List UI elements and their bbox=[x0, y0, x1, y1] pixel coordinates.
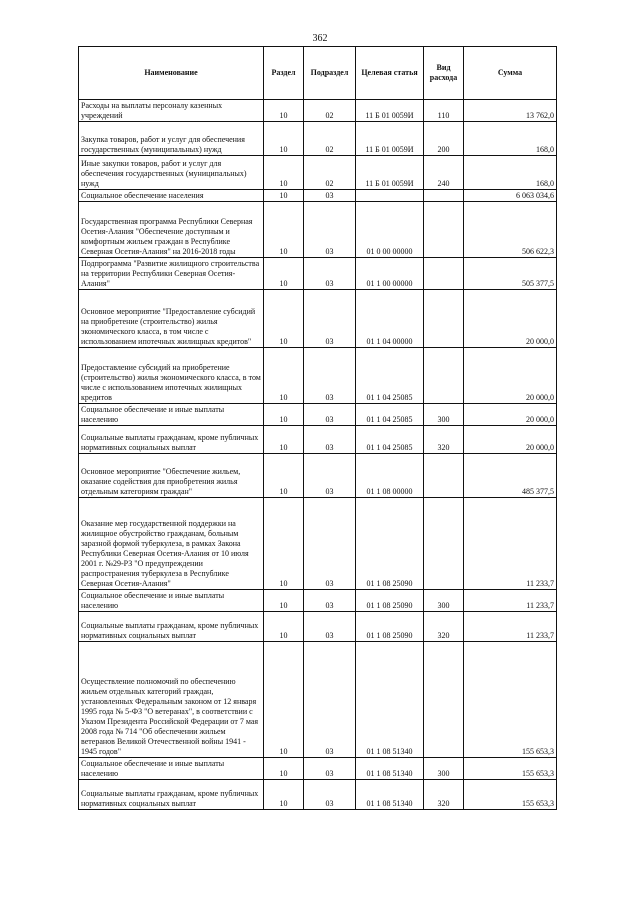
row-sum: 13 762,0 bbox=[464, 100, 557, 122]
row-name: Основное мероприятие "Предоставление субсидий на приобретение (строительство) жилья экономического класса, в том числе с использованием ипотечных жилищных кредитов" bbox=[79, 290, 264, 348]
row-section: 10 bbox=[264, 642, 304, 758]
column-header-sum: Сумма bbox=[464, 47, 557, 100]
row-subsection: 03 bbox=[304, 290, 356, 348]
row-section: 10 bbox=[264, 202, 304, 258]
table-row bbox=[79, 258, 557, 290]
table-header-row bbox=[79, 47, 557, 100]
table-row bbox=[79, 122, 557, 156]
table-row bbox=[79, 190, 557, 202]
row-name: Оказание мер государственной поддержки на жилищное обустройство гражданам, больным заразной формой туберкулеза, в рамках Закона Республики Северная Осетия-Алания от 10 июля 2001 г. №29-РЗ "О предупреждении распространения туберкулеза в Республике Северная Осетия-Алания" bbox=[79, 498, 264, 590]
table-row bbox=[79, 156, 557, 190]
row-name: Закупка товаров, работ и услуг для обеспечения государственных (муниципальных) нужд bbox=[79, 122, 264, 156]
row-sum: 20 000,0 bbox=[464, 348, 557, 404]
row-section: 10 bbox=[264, 426, 304, 454]
row-kind bbox=[424, 498, 464, 590]
row-sum: 155 653,3 bbox=[464, 780, 557, 810]
row-sum: 20 000,0 bbox=[464, 290, 557, 348]
row-name: Социальное обеспечение и иные выплаты населению bbox=[79, 404, 264, 426]
row-target: 01 1 04 25085 bbox=[356, 404, 424, 426]
row-kind bbox=[424, 258, 464, 290]
row-sum: 11 233,7 bbox=[464, 590, 557, 612]
column-header-target: Целевая статья bbox=[356, 47, 424, 100]
row-kind: 320 bbox=[424, 780, 464, 810]
row-section: 10 bbox=[264, 454, 304, 498]
row-section: 10 bbox=[264, 758, 304, 780]
row-name: Предоставление субсидий на приобретение (строительство) жилья экономического класса, в том числе с использованием ипотечных жилищных кредитов bbox=[79, 348, 264, 404]
row-section: 10 bbox=[264, 122, 304, 156]
row-target: 01 0 00 00000 bbox=[356, 202, 424, 258]
row-sum: 11 233,7 bbox=[464, 612, 557, 642]
row-name: Подпрограмма "Развитие жилищного строительства на территории Республики Северная Осетия-Алания" bbox=[79, 258, 264, 290]
row-section: 10 bbox=[264, 190, 304, 202]
column-header-name: Наименование bbox=[79, 47, 264, 100]
row-target: 01 1 08 51340 bbox=[356, 642, 424, 758]
row-kind: 200 bbox=[424, 122, 464, 156]
row-sum: 20 000,0 bbox=[464, 404, 557, 426]
row-name: Социальное обеспечение и иные выплаты населению bbox=[79, 590, 264, 612]
row-subsection: 03 bbox=[304, 612, 356, 642]
row-kind: 300 bbox=[424, 758, 464, 780]
table-row bbox=[79, 612, 557, 642]
row-name: Социальное обеспечение и иные выплаты населению bbox=[79, 758, 264, 780]
row-target: 01 1 08 25090 bbox=[356, 590, 424, 612]
row-name: Социальные выплаты гражданам, кроме публичных нормативных социальных выплат bbox=[79, 426, 264, 454]
row-subsection: 03 bbox=[304, 454, 356, 498]
row-target: 01 1 08 25090 bbox=[356, 498, 424, 590]
table-row bbox=[79, 642, 557, 758]
row-sum: 505 377,5 bbox=[464, 258, 557, 290]
row-kind bbox=[424, 290, 464, 348]
row-target: 01 1 08 51340 bbox=[356, 780, 424, 810]
row-sum: 155 653,3 bbox=[464, 758, 557, 780]
row-section: 10 bbox=[264, 780, 304, 810]
row-sum: 20 000,0 bbox=[464, 426, 557, 454]
row-target: 01 1 08 51340 bbox=[356, 758, 424, 780]
table-row bbox=[79, 590, 557, 612]
row-sum: 155 653,3 bbox=[464, 642, 557, 758]
table-row bbox=[79, 348, 557, 404]
row-target: 01 1 04 00000 bbox=[356, 290, 424, 348]
column-header-subsection: Подраздел bbox=[304, 47, 356, 100]
row-section: 10 bbox=[264, 156, 304, 190]
row-section: 10 bbox=[264, 348, 304, 404]
row-sum: 485 377,5 bbox=[464, 454, 557, 498]
table-row bbox=[79, 454, 557, 498]
row-kind: 110 bbox=[424, 100, 464, 122]
row-sum: 168,0 bbox=[464, 122, 557, 156]
row-name: Социальное обеспечение населения bbox=[79, 190, 264, 202]
row-subsection: 03 bbox=[304, 258, 356, 290]
row-section: 10 bbox=[264, 404, 304, 426]
column-header-kind: Вид расхода bbox=[424, 47, 464, 100]
row-kind: 320 bbox=[424, 612, 464, 642]
row-name: Основное мероприятие "Обеспечение жильем, оказание содействия для приобретения жилья отдельным категориям граждан" bbox=[79, 454, 264, 498]
row-section: 10 bbox=[264, 498, 304, 590]
table-row bbox=[79, 498, 557, 590]
table-row bbox=[79, 758, 557, 780]
row-name: Осуществление полномочий по обеспечению жильем отдельных категорий граждан, установленных Федеральным законом от 12 января 1995 года № 5-ФЗ "О ветеранах", в соответствии с Указом Президента Российской Федерации от 7 мая 2008 года № 714 "Об обеспечении жильем ветеранов Великой Отечественной войны 1941 - 1945 годов" bbox=[79, 642, 264, 758]
row-section: 10 bbox=[264, 258, 304, 290]
table-row bbox=[79, 100, 557, 122]
column-header-section: Раздел bbox=[264, 47, 304, 100]
row-subsection: 03 bbox=[304, 426, 356, 454]
row-kind bbox=[424, 190, 464, 202]
table-row bbox=[79, 202, 557, 258]
row-kind: 320 bbox=[424, 426, 464, 454]
row-target: 01 1 08 00000 bbox=[356, 454, 424, 498]
row-name: Расходы на выплаты персоналу казенных учреждений bbox=[79, 100, 264, 122]
budget-table bbox=[78, 46, 557, 810]
row-target: 11 Б 01 0059И bbox=[356, 122, 424, 156]
row-section: 10 bbox=[264, 612, 304, 642]
row-subsection: 03 bbox=[304, 348, 356, 404]
row-name: Социальные выплаты гражданам, кроме публичных нормативных социальных выплат bbox=[79, 612, 264, 642]
row-sum: 506 622,3 bbox=[464, 202, 557, 258]
row-name: Государственная программа Республики Северная Осетия-Алания "Обеспечение доступным и комфортным жильем граждан в Республике Северная Осетия-Алания" на 2016-2018 годы bbox=[79, 202, 264, 258]
row-sum: 168,0 bbox=[464, 156, 557, 190]
row-name: Социальные выплаты гражданам, кроме публичных нормативных социальных выплат bbox=[79, 780, 264, 810]
row-section: 10 bbox=[264, 590, 304, 612]
row-kind bbox=[424, 642, 464, 758]
row-subsection: 03 bbox=[304, 404, 356, 426]
row-subsection: 03 bbox=[304, 498, 356, 590]
row-target bbox=[356, 190, 424, 202]
row-target: 11 Б 01 0059И bbox=[356, 100, 424, 122]
row-sum: 11 233,7 bbox=[464, 498, 557, 590]
row-kind bbox=[424, 454, 464, 498]
row-kind bbox=[424, 202, 464, 258]
row-target: 01 1 04 25085 bbox=[356, 426, 424, 454]
row-subsection: 02 bbox=[304, 156, 356, 190]
row-target: 01 1 08 25090 bbox=[356, 612, 424, 642]
row-subsection: 02 bbox=[304, 100, 356, 122]
row-kind: 300 bbox=[424, 404, 464, 426]
row-name: Иные закупки товаров, работ и услуг для обеспечения государственных (муниципальных) нужд bbox=[79, 156, 264, 190]
row-subsection: 03 bbox=[304, 590, 356, 612]
row-kind bbox=[424, 348, 464, 404]
row-section: 10 bbox=[264, 290, 304, 348]
table-row bbox=[79, 780, 557, 810]
row-subsection: 02 bbox=[304, 122, 356, 156]
row-target: 01 1 00 00000 bbox=[356, 258, 424, 290]
table-row bbox=[79, 404, 557, 426]
row-target: 11 Б 01 0059И bbox=[356, 156, 424, 190]
row-sum: 6 063 034,6 bbox=[464, 190, 557, 202]
row-subsection: 03 bbox=[304, 202, 356, 258]
row-subsection: 03 bbox=[304, 780, 356, 810]
row-kind: 240 bbox=[424, 156, 464, 190]
row-target: 01 1 04 25085 bbox=[356, 348, 424, 404]
row-section: 10 bbox=[264, 100, 304, 122]
row-subsection: 03 bbox=[304, 758, 356, 780]
table-row bbox=[79, 426, 557, 454]
row-subsection: 03 bbox=[304, 190, 356, 202]
row-subsection: 03 bbox=[304, 642, 356, 758]
table-row bbox=[79, 290, 557, 348]
row-kind: 300 bbox=[424, 590, 464, 612]
page-number: 362 bbox=[312, 33, 328, 44]
